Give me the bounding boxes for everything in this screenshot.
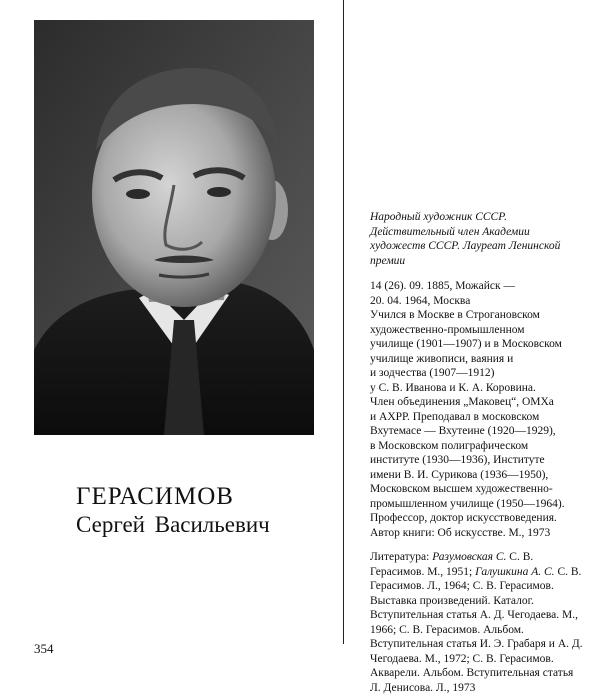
bio-line: и зодчества (1907—1912) <box>370 367 495 379</box>
portrait-photo <box>34 20 314 435</box>
literature-references <box>370 550 585 695</box>
ref-author: Разумовская С. <box>432 551 507 563</box>
bio-line: 14 (26). 09. 1885, Можайск — <box>370 280 515 292</box>
bio-line: в Московском полиграфическом <box>370 439 529 452</box>
artist-name <box>76 483 336 539</box>
bio-line: Автор книги: Об искусстве. М., 1973 <box>370 526 551 539</box>
bio-line: Вхутемасе — Вхутеине (1920—1929), <box>370 425 556 437</box>
bio-line: Профессор, доктор искусствоведения. <box>370 512 557 524</box>
artist-surname: ГЕРАСИМОВ <box>76 483 234 510</box>
bio-line: Московском высшем художественно- <box>370 483 553 495</box>
bio-line: Учился в Москве в Строгановском <box>370 309 540 321</box>
column-divider <box>343 0 344 644</box>
bio-line: у С. В. Иванова и К. А. Коровина. <box>370 381 536 394</box>
bio-line: промышленном училище (1950—1964). <box>370 497 565 510</box>
biography-lines <box>370 279 585 540</box>
ref-author: Галушкина А. С. <box>475 565 555 578</box>
portrait-icon <box>34 20 314 435</box>
ref-text: С. В. Герасимов. Л., 1964; С. В. Герасимов. Выставка произведений. Каталог. Вступительная статья А. Д. Чегодаева. М., 1966; С. В. Герасимов. Альбом. Вступительная статья И. Э. Грабаря и А. Д. Чегодаева. М., 1972; С. В. Герасимов. Акварели. Альбом. Вступительная статья Л. Денисова. Л., 1973 <box>370 565 583 694</box>
artist-given-name: Сергей Васильевич <box>76 512 270 537</box>
ref-text: С. В. Герасимов. М., 1951; <box>370 551 534 578</box>
page-number: 354 <box>34 641 54 656</box>
honors-text: Народный художник СССР. Действительный член Академии художеств СССР. Лауреат Ленинской премии <box>370 211 561 267</box>
bio-line: и АХРР. Преподавал в московском <box>370 410 540 423</box>
biography <box>370 210 585 695</box>
bio-line: художественно-промышленном <box>370 323 525 336</box>
bio-line: 20. 04. 1964, Москва <box>370 294 471 307</box>
bio-line: Член объединения „Маковец“, ОМХа <box>370 396 554 408</box>
literature-label: Литература: <box>370 551 433 563</box>
bio-line: институте (1930—1936), Институте <box>370 454 545 466</box>
bio-line: училище живописи, ваяния и <box>370 352 514 365</box>
bio-line: училище (1901—1907) и в Московском <box>370 338 562 350</box>
bio-line: имени В. И. Сурикова (1936—1950), <box>370 468 549 481</box>
